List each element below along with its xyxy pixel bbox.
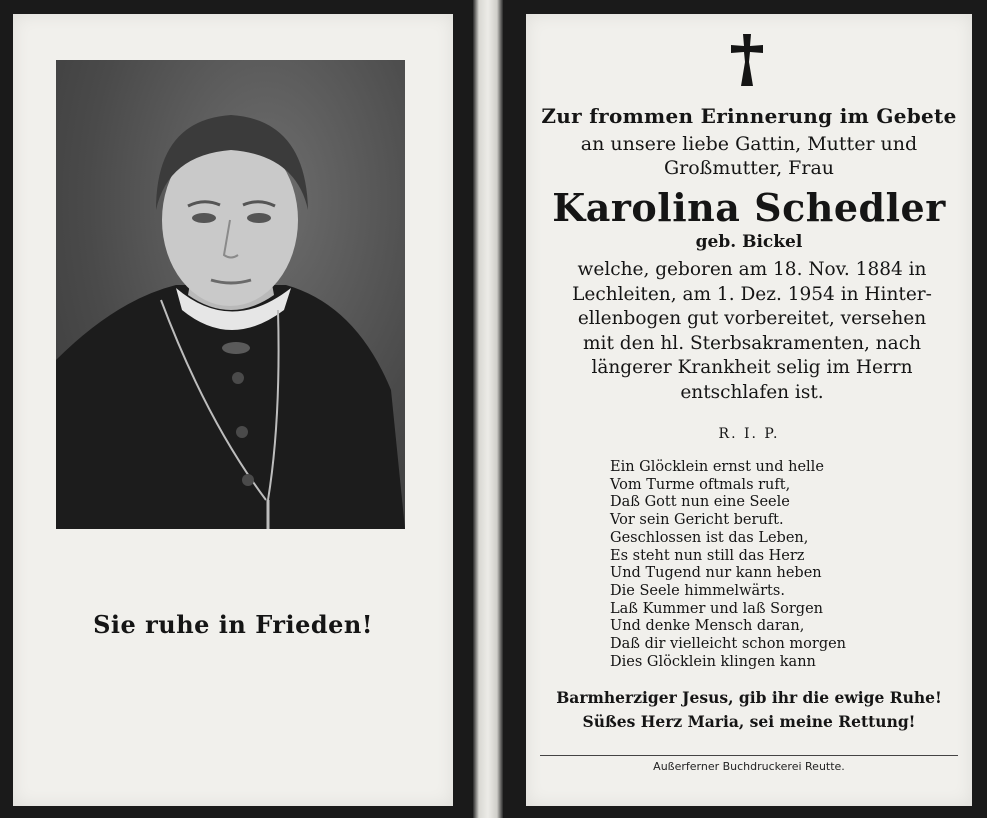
rip-text: R. I. P. [718,426,780,442]
poem-line: Und denke Mensch daran, [610,618,805,635]
bio-line: längerer Krankheit selig im Herrn [591,357,913,378]
bio-line: mit den hl. Sterbsakramenten, nach [583,332,921,354]
poem-line: Ein Glöcklein ernst und helle [610,459,824,475]
poem [610,459,846,671]
portrait-photo [56,60,405,529]
birth-name: geb. Bickel [695,232,803,252]
poem-line: Die Seele himmelwärts. [610,582,785,599]
memorial-card-left [13,14,453,806]
cross-icon [727,32,767,88]
poem-line: Daß Gott nun eine Seele [610,494,790,511]
poem-line: Und Tugend nur kann heben [610,565,822,582]
biography [556,258,948,405]
poem-line: Geschlossen ist das Leben, [610,529,809,546]
heading: Zur frommen Erinnerung im Gebete [541,104,957,128]
divider [540,755,958,756]
memorial-card-right [526,14,972,806]
bio-line: Lechleiten, am 1. Dez. 1954 in Hinter- [572,283,932,305]
bio-line: entschlafen ist. [680,381,824,403]
poem-line: Es steht nun still das Herz [610,547,805,564]
poem-line: Dies Glöcklein klingen kann [610,653,816,670]
deceased-name: Karolina Schedler [552,185,946,230]
prayer-line: Barmherziger Jesus, gib ihr die ewige Ruhe! [556,688,942,707]
subheading-line: Großmutter, Frau [663,157,835,179]
card-fold [473,0,503,818]
subheading-line: an unsere liebe Gattin, Mutter und [580,133,918,155]
poem-line: Vor sein Gericht beruft. [610,512,784,529]
closing-text: Sie ruhe in Frieden! [93,610,373,639]
prayer-line: Süßes Herz Maria, sei meine Rettung! [582,712,916,731]
bio-line: ellenbogen gut vorbereitet, versehen [577,308,927,329]
printer-credit: Außerferner Buchdruckerei Reutte. [653,760,845,773]
poem-line: Vom Turme oftmals ruft, [610,476,791,493]
poem-line: Laß Kummer und laß Sorgen [610,600,823,617]
portrait-illustration [56,60,405,529]
poem-line: Daß dir vielleicht schon morgen [610,636,847,653]
bio-line: welche, geboren am 18. Nov. 1884 in [577,259,927,280]
